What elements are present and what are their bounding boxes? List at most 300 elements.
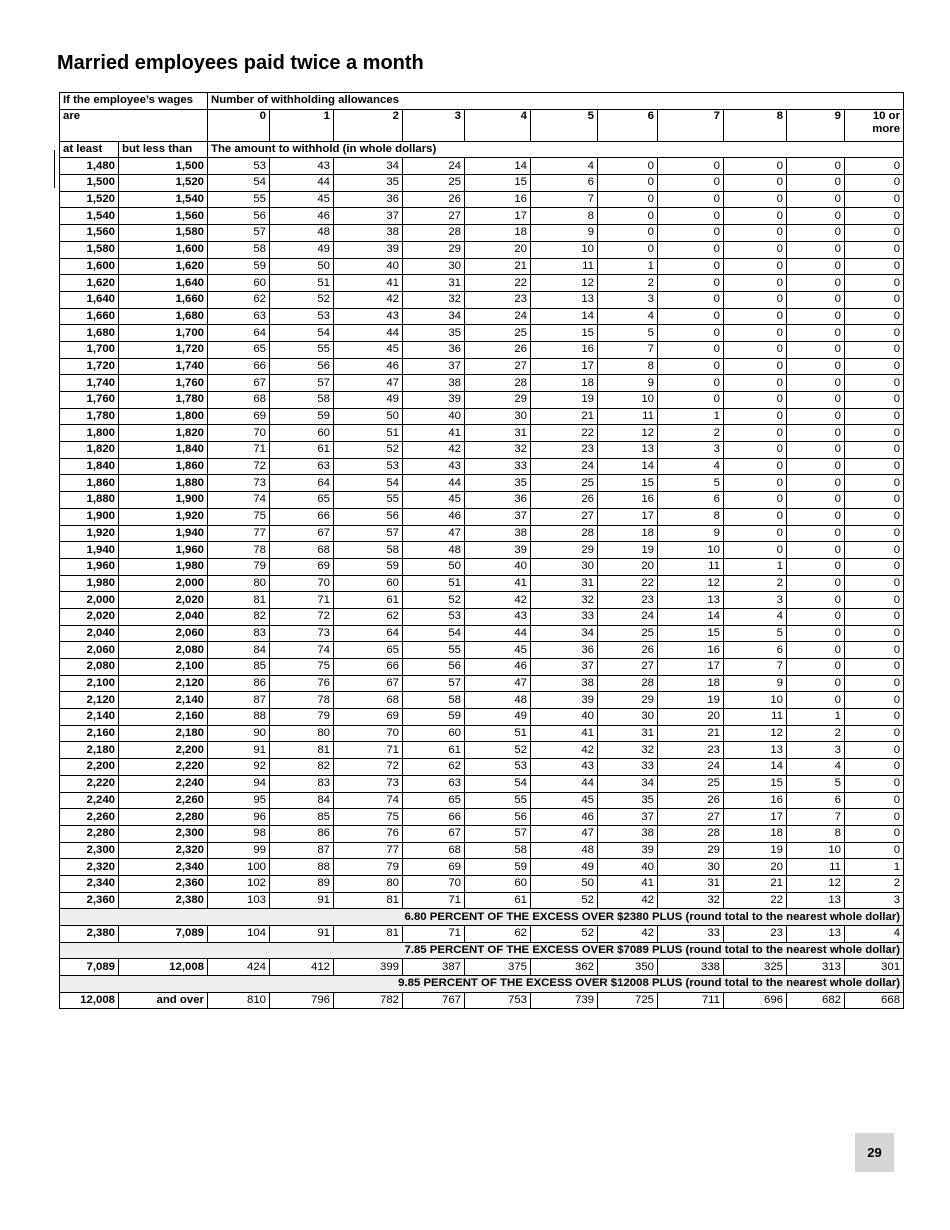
withholding-amount: 70 xyxy=(403,875,465,892)
withholding-amount: 6 xyxy=(531,175,598,192)
withholding-amount: 14 xyxy=(658,608,724,625)
withholding-amount: 48 xyxy=(403,542,465,559)
withholding-amount: 1 xyxy=(724,558,787,575)
withholding-amount: 0 xyxy=(787,492,845,509)
withholding-amount: 60 xyxy=(270,425,334,442)
withholding-amount: 53 xyxy=(208,158,270,175)
withholding-amount: 26 xyxy=(465,341,531,358)
withholding-amount: 57 xyxy=(465,825,531,842)
withholding-amount: 36 xyxy=(403,341,465,358)
withholding-amount: 44 xyxy=(531,775,598,792)
withholding-amount: 0 xyxy=(658,358,724,375)
withholding-amount: 71 xyxy=(403,926,465,943)
withholding-amount: 39 xyxy=(403,392,465,409)
withholding-amount: 0 xyxy=(658,258,724,275)
wage-at-least: 1,860 xyxy=(60,475,119,492)
withholding-amount: 27 xyxy=(658,809,724,826)
wage-at-least: 2,340 xyxy=(60,875,119,892)
withholding-amount: 810 xyxy=(208,992,270,1009)
wages-header: If the employee’s wages xyxy=(60,93,208,110)
withholding-amount: 32 xyxy=(403,291,465,308)
withholding-amount: 13 xyxy=(787,892,845,909)
withholding-amount: 36 xyxy=(465,492,531,509)
withholding-amount: 9 xyxy=(598,375,658,392)
withholding-amount: 30 xyxy=(658,859,724,876)
withholding-amount: 55 xyxy=(270,341,334,358)
withholding-amount: 0 xyxy=(845,558,904,575)
withholding-amount: 28 xyxy=(403,225,465,242)
withholding-amount: 0 xyxy=(787,258,845,275)
wage-at-least: 1,720 xyxy=(60,358,119,375)
wage-less-than: 2,360 xyxy=(119,875,208,892)
withholding-amount: 74 xyxy=(270,642,334,659)
wage-less-than: 1,740 xyxy=(119,358,208,375)
withholding-amount: 74 xyxy=(208,492,270,509)
withholding-amount: 29 xyxy=(403,241,465,258)
wage-less-than: 2,240 xyxy=(119,775,208,792)
wages-are-label: are xyxy=(60,109,208,141)
withholding-amount: 83 xyxy=(270,775,334,792)
withholding-amount: 15 xyxy=(598,475,658,492)
withholding-amount: 0 xyxy=(845,659,904,676)
withholding-amount: 796 xyxy=(270,992,334,1009)
withholding-amount: 0 xyxy=(845,725,904,742)
wage-at-least: 2,280 xyxy=(60,825,119,842)
withholding-amount: 35 xyxy=(334,175,403,192)
withholding-amount: 43 xyxy=(465,608,531,625)
withholding-amount: 0 xyxy=(724,158,787,175)
withholding-amount: 0 xyxy=(787,408,845,425)
withholding-amount: 64 xyxy=(208,325,270,342)
withholding-amount: 60 xyxy=(334,575,403,592)
withholding-amount: 0 xyxy=(845,175,904,192)
table-row xyxy=(60,208,904,225)
withholding-amount: 14 xyxy=(465,158,531,175)
table-row xyxy=(60,608,904,625)
withholding-amount: 0 xyxy=(845,458,904,475)
withholding-amount: 739 xyxy=(531,992,598,1009)
withholding-amount: 0 xyxy=(724,291,787,308)
table-row xyxy=(60,859,904,876)
withholding-amount: 0 xyxy=(787,241,845,258)
withholding-amount: 38 xyxy=(531,675,598,692)
withholding-amount: 0 xyxy=(724,308,787,325)
withholding-amount: 31 xyxy=(598,725,658,742)
withholding-amount: 16 xyxy=(465,191,531,208)
wage-less-than: 2,040 xyxy=(119,608,208,625)
withholding-amount: 76 xyxy=(270,675,334,692)
withholding-amount: 0 xyxy=(787,575,845,592)
withholding-amount: 25 xyxy=(403,175,465,192)
withholding-amount: 0 xyxy=(658,208,724,225)
withholding-amount: 5 xyxy=(787,775,845,792)
withholding-amount: 79 xyxy=(208,558,270,575)
withholding-amount: 17 xyxy=(658,659,724,676)
withholding-amount: 71 xyxy=(334,742,403,759)
table-row xyxy=(60,842,904,859)
withholding-amount: 77 xyxy=(334,842,403,859)
withholding-amount: 47 xyxy=(403,525,465,542)
wage-at-least: 2,300 xyxy=(60,842,119,859)
withholding-amount: 80 xyxy=(208,575,270,592)
withholding-amount: 28 xyxy=(598,675,658,692)
withholding-amount: 767 xyxy=(403,992,465,1009)
withholding-amount: 19 xyxy=(531,392,598,409)
table-row xyxy=(60,341,904,358)
wage-at-least: 1,700 xyxy=(60,341,119,358)
withholding-amount: 0 xyxy=(845,475,904,492)
wage-less-than: 2,380 xyxy=(119,892,208,909)
withholding-amount: 32 xyxy=(598,742,658,759)
withholding-amount: 39 xyxy=(598,842,658,859)
withholding-amount: 64 xyxy=(334,625,403,642)
withholding-amount: 62 xyxy=(465,926,531,943)
wage-less-than: 1,760 xyxy=(119,375,208,392)
withholding-amount: 19 xyxy=(598,542,658,559)
withholding-amount: 52 xyxy=(334,442,403,459)
wage-less-than: 1,920 xyxy=(119,508,208,525)
withholding-amount: 58 xyxy=(270,392,334,409)
withholding-amount: 0 xyxy=(787,675,845,692)
withholding-amount: 24 xyxy=(403,158,465,175)
withholding-amount: 0 xyxy=(845,842,904,859)
withholding-amount: 81 xyxy=(334,926,403,943)
withholding-amount: 27 xyxy=(531,508,598,525)
withholding-amount: 87 xyxy=(270,842,334,859)
withholding-amount: 71 xyxy=(403,892,465,909)
withholding-amount: 57 xyxy=(334,525,403,542)
withholding-amount: 25 xyxy=(531,475,598,492)
withholding-amount: 3 xyxy=(845,892,904,909)
table-row xyxy=(60,558,904,575)
withholding-amount: 41 xyxy=(334,275,403,292)
table-row xyxy=(60,241,904,258)
withholding-amount: 1 xyxy=(598,258,658,275)
table-row xyxy=(60,525,904,542)
withholding-amount: 0 xyxy=(598,158,658,175)
withholding-amount: 42 xyxy=(403,442,465,459)
withholding-amount: 0 xyxy=(598,175,658,192)
withholding-amount: 0 xyxy=(845,608,904,625)
withholding-amount: 0 xyxy=(724,191,787,208)
withholding-amount: 62 xyxy=(208,291,270,308)
amount-caption: The amount to withhold (in whole dollars) xyxy=(208,141,904,158)
withholding-amount: 85 xyxy=(270,809,334,826)
withholding-amount: 4 xyxy=(845,926,904,943)
table-row xyxy=(60,375,904,392)
withholding-amount: 0 xyxy=(787,425,845,442)
withholding-amount: 56 xyxy=(270,358,334,375)
allowances-header: Number of withholding allowances xyxy=(208,93,904,110)
wage-at-least: 2,040 xyxy=(60,625,119,642)
withholding-amount: 0 xyxy=(787,542,845,559)
withholding-amount: 53 xyxy=(334,458,403,475)
withholding-amount: 83 xyxy=(208,625,270,642)
withholding-amount: 682 xyxy=(787,992,845,1009)
table-row xyxy=(60,358,904,375)
table-row xyxy=(60,642,904,659)
but-less-than-header: but less than xyxy=(119,141,208,158)
withholding-amount: 29 xyxy=(598,692,658,709)
wage-at-least: 1,900 xyxy=(60,508,119,525)
withholding-amount: 8 xyxy=(658,508,724,525)
wage-at-least: 1,560 xyxy=(60,225,119,242)
withholding-amount: 17 xyxy=(531,358,598,375)
withholding-amount: 21 xyxy=(531,408,598,425)
wage-at-least: 2,240 xyxy=(60,792,119,809)
withholding-amount: 2 xyxy=(787,725,845,742)
excess-bracket-note: 6.80 PERCENT OF THE EXCESS OVER $2380 PLUS (round total to the nearest whole dollar) xyxy=(60,909,904,926)
wage-less-than: 2,300 xyxy=(119,825,208,842)
withholding-amount: 42 xyxy=(598,892,658,909)
withholding-amount: 47 xyxy=(334,375,403,392)
withholding-amount: 72 xyxy=(334,759,403,776)
withholding-amount: 21 xyxy=(465,258,531,275)
withholding-amount: 67 xyxy=(270,525,334,542)
withholding-amount: 49 xyxy=(334,392,403,409)
withholding-amount: 26 xyxy=(531,492,598,509)
withholding-amount: 0 xyxy=(658,241,724,258)
withholding-amount: 56 xyxy=(208,208,270,225)
withholding-amount: 69 xyxy=(270,558,334,575)
withholding-amount: 350 xyxy=(598,959,658,976)
withholding-amount: 668 xyxy=(845,992,904,1009)
withholding-amount: 0 xyxy=(787,558,845,575)
withholding-amount: 0 xyxy=(658,158,724,175)
table-row xyxy=(60,692,904,709)
withholding-amount: 0 xyxy=(787,458,845,475)
withholding-amount: 0 xyxy=(845,241,904,258)
withholding-amount: 51 xyxy=(270,275,334,292)
withholding-amount: 55 xyxy=(334,492,403,509)
withholding-amount: 12 xyxy=(531,275,598,292)
withholding-amount: 4 xyxy=(658,458,724,475)
withholding-amount: 15 xyxy=(465,175,531,192)
withholding-amount: 0 xyxy=(724,375,787,392)
withholding-amount: 70 xyxy=(208,425,270,442)
table-body xyxy=(60,158,904,1009)
withholding-amount: 0 xyxy=(845,508,904,525)
withholding-amount: 55 xyxy=(403,642,465,659)
withholding-amount: 0 xyxy=(845,191,904,208)
withholding-amount: 20 xyxy=(658,709,724,726)
withholding-amount: 36 xyxy=(531,642,598,659)
withholding-amount: 0 xyxy=(724,458,787,475)
withholding-amount: 31 xyxy=(658,875,724,892)
withholding-amount: 9 xyxy=(531,225,598,242)
wage-at-least: 2,180 xyxy=(60,742,119,759)
withholding-amount: 0 xyxy=(724,325,787,342)
table-row xyxy=(60,926,904,943)
withholding-amount: 2 xyxy=(845,875,904,892)
withholding-amount: 58 xyxy=(334,542,403,559)
withholding-amount: 82 xyxy=(208,608,270,625)
table-row xyxy=(60,275,904,292)
table-row xyxy=(60,508,904,525)
withholding-amount: 27 xyxy=(598,659,658,676)
withholding-amount: 7 xyxy=(787,809,845,826)
wage-less-than: 1,820 xyxy=(119,425,208,442)
withholding-amount: 45 xyxy=(465,642,531,659)
withholding-amount: 16 xyxy=(598,492,658,509)
withholding-amount: 753 xyxy=(465,992,531,1009)
withholding-amount: 42 xyxy=(334,291,403,308)
withholding-amount: 0 xyxy=(724,225,787,242)
withholding-amount: 0 xyxy=(598,191,658,208)
table-row xyxy=(60,458,904,475)
withholding-amount: 24 xyxy=(465,308,531,325)
withholding-amount: 38 xyxy=(598,825,658,842)
withholding-amount: 92 xyxy=(208,759,270,776)
withholding-amount: 102 xyxy=(208,875,270,892)
withholding-amount: 55 xyxy=(465,792,531,809)
wage-less-than: 2,320 xyxy=(119,842,208,859)
withholding-amount: 59 xyxy=(334,558,403,575)
withholding-amount: 313 xyxy=(787,959,845,976)
withholding-amount: 24 xyxy=(598,608,658,625)
withholding-amount: 45 xyxy=(403,492,465,509)
table-row xyxy=(60,258,904,275)
withholding-amount: 41 xyxy=(465,575,531,592)
withholding-amount: 54 xyxy=(465,775,531,792)
withholding-amount: 0 xyxy=(845,675,904,692)
wage-less-than: 2,100 xyxy=(119,659,208,676)
withholding-amount: 94 xyxy=(208,775,270,792)
withholding-amount: 1 xyxy=(787,709,845,726)
withholding-amount: 90 xyxy=(208,725,270,742)
withholding-amount: 91 xyxy=(270,892,334,909)
withholding-amount: 0 xyxy=(787,358,845,375)
withholding-amount: 4 xyxy=(531,158,598,175)
withholding-amount: 52 xyxy=(531,926,598,943)
table-row xyxy=(60,308,904,325)
withholding-amount: 13 xyxy=(658,592,724,609)
withholding-amount: 34 xyxy=(531,625,598,642)
withholding-amount: 66 xyxy=(270,508,334,525)
wage-at-least: 12,008 xyxy=(60,992,119,1009)
withholding-amount: 56 xyxy=(403,659,465,676)
withholding-amount: 62 xyxy=(334,608,403,625)
withholding-amount: 50 xyxy=(270,258,334,275)
withholding-amount: 0 xyxy=(787,275,845,292)
table-row xyxy=(60,425,904,442)
table-row xyxy=(60,875,904,892)
withholding-amount: 87 xyxy=(208,692,270,709)
withholding-amount: 0 xyxy=(787,375,845,392)
withholding-amount: 42 xyxy=(598,926,658,943)
wage-at-least: 1,660 xyxy=(60,308,119,325)
withholding-amount: 32 xyxy=(658,892,724,909)
wage-at-least: 2,140 xyxy=(60,709,119,726)
withholding-amount: 74 xyxy=(334,792,403,809)
allowance-column-6: 6 xyxy=(598,109,658,141)
withholding-amount: 22 xyxy=(465,275,531,292)
withholding-amount: 25 xyxy=(465,325,531,342)
withholding-amount: 23 xyxy=(658,742,724,759)
wage-less-than: 2,200 xyxy=(119,742,208,759)
withholding-amount: 54 xyxy=(208,175,270,192)
withholding-amount: 44 xyxy=(403,475,465,492)
withholding-amount: 0 xyxy=(787,592,845,609)
wage-less-than: 1,860 xyxy=(119,458,208,475)
wage-less-than: 2,340 xyxy=(119,859,208,876)
wage-at-least: 1,920 xyxy=(60,525,119,542)
withholding-amount: 48 xyxy=(270,225,334,242)
withholding-amount: 75 xyxy=(270,659,334,676)
withholding-amount: 67 xyxy=(403,825,465,842)
allowance-column-2: 2 xyxy=(334,109,403,141)
allowance-column-10-label: 10 or xyxy=(872,109,901,122)
table-row xyxy=(60,775,904,792)
withholding-amount: 32 xyxy=(531,592,598,609)
wage-less-than: 1,600 xyxy=(119,241,208,258)
withholding-amount: 60 xyxy=(403,725,465,742)
withholding-amount: 7 xyxy=(724,659,787,676)
withholding-amount: 0 xyxy=(787,525,845,542)
withholding-amount: 0 xyxy=(724,508,787,525)
withholding-amount: 375 xyxy=(465,959,531,976)
withholding-amount: 0 xyxy=(787,392,845,409)
withholding-amount: 99 xyxy=(208,842,270,859)
withholding-amount: 81 xyxy=(270,742,334,759)
withholding-amount: 91 xyxy=(270,926,334,943)
withholding-amount: 0 xyxy=(787,208,845,225)
withholding-amount: 61 xyxy=(403,742,465,759)
allowance-column-10-or-more xyxy=(845,109,904,141)
withholding-amount: 0 xyxy=(845,258,904,275)
allowance-column-0: 0 xyxy=(208,109,270,141)
withholding-amount: 2 xyxy=(598,275,658,292)
withholding-amount: 12 xyxy=(598,425,658,442)
withholding-amount: 43 xyxy=(270,158,334,175)
withholding-amount: 24 xyxy=(531,458,598,475)
wage-less-than: 2,000 xyxy=(119,575,208,592)
withholding-amount: 387 xyxy=(403,959,465,976)
withholding-amount: 71 xyxy=(208,442,270,459)
withholding-amount: 45 xyxy=(270,191,334,208)
withholding-amount: 26 xyxy=(598,642,658,659)
withholding-amount: 29 xyxy=(658,842,724,859)
withholding-amount: 6 xyxy=(724,642,787,659)
withholding-amount: 33 xyxy=(658,926,724,943)
wage-less-than: 2,120 xyxy=(119,675,208,692)
withholding-amount: 95 xyxy=(208,792,270,809)
table-row xyxy=(60,725,904,742)
withholding-amount: 70 xyxy=(334,725,403,742)
withholding-amount: 26 xyxy=(658,792,724,809)
wage-less-than: 1,540 xyxy=(119,191,208,208)
withholding-amount: 100 xyxy=(208,859,270,876)
withholding-amount: 0 xyxy=(658,392,724,409)
withholding-amount: 0 xyxy=(845,809,904,826)
withholding-amount: 44 xyxy=(334,325,403,342)
withholding-amount: 10 xyxy=(724,692,787,709)
withholding-amount: 46 xyxy=(403,508,465,525)
withholding-amount: 0 xyxy=(845,392,904,409)
withholding-amount: 0 xyxy=(845,692,904,709)
wage-less-than: 2,080 xyxy=(119,642,208,659)
withholding-amount: 0 xyxy=(845,442,904,459)
withholding-amount: 0 xyxy=(724,542,787,559)
withholding-amount: 60 xyxy=(465,875,531,892)
withholding-amount: 325 xyxy=(724,959,787,976)
withholding-amount: 46 xyxy=(270,208,334,225)
excess-bracket-note-row xyxy=(60,942,904,959)
withholding-amount: 0 xyxy=(724,358,787,375)
withholding-amount: 50 xyxy=(334,408,403,425)
wage-less-than: 1,800 xyxy=(119,408,208,425)
allowance-column-more-label: more xyxy=(872,122,901,135)
